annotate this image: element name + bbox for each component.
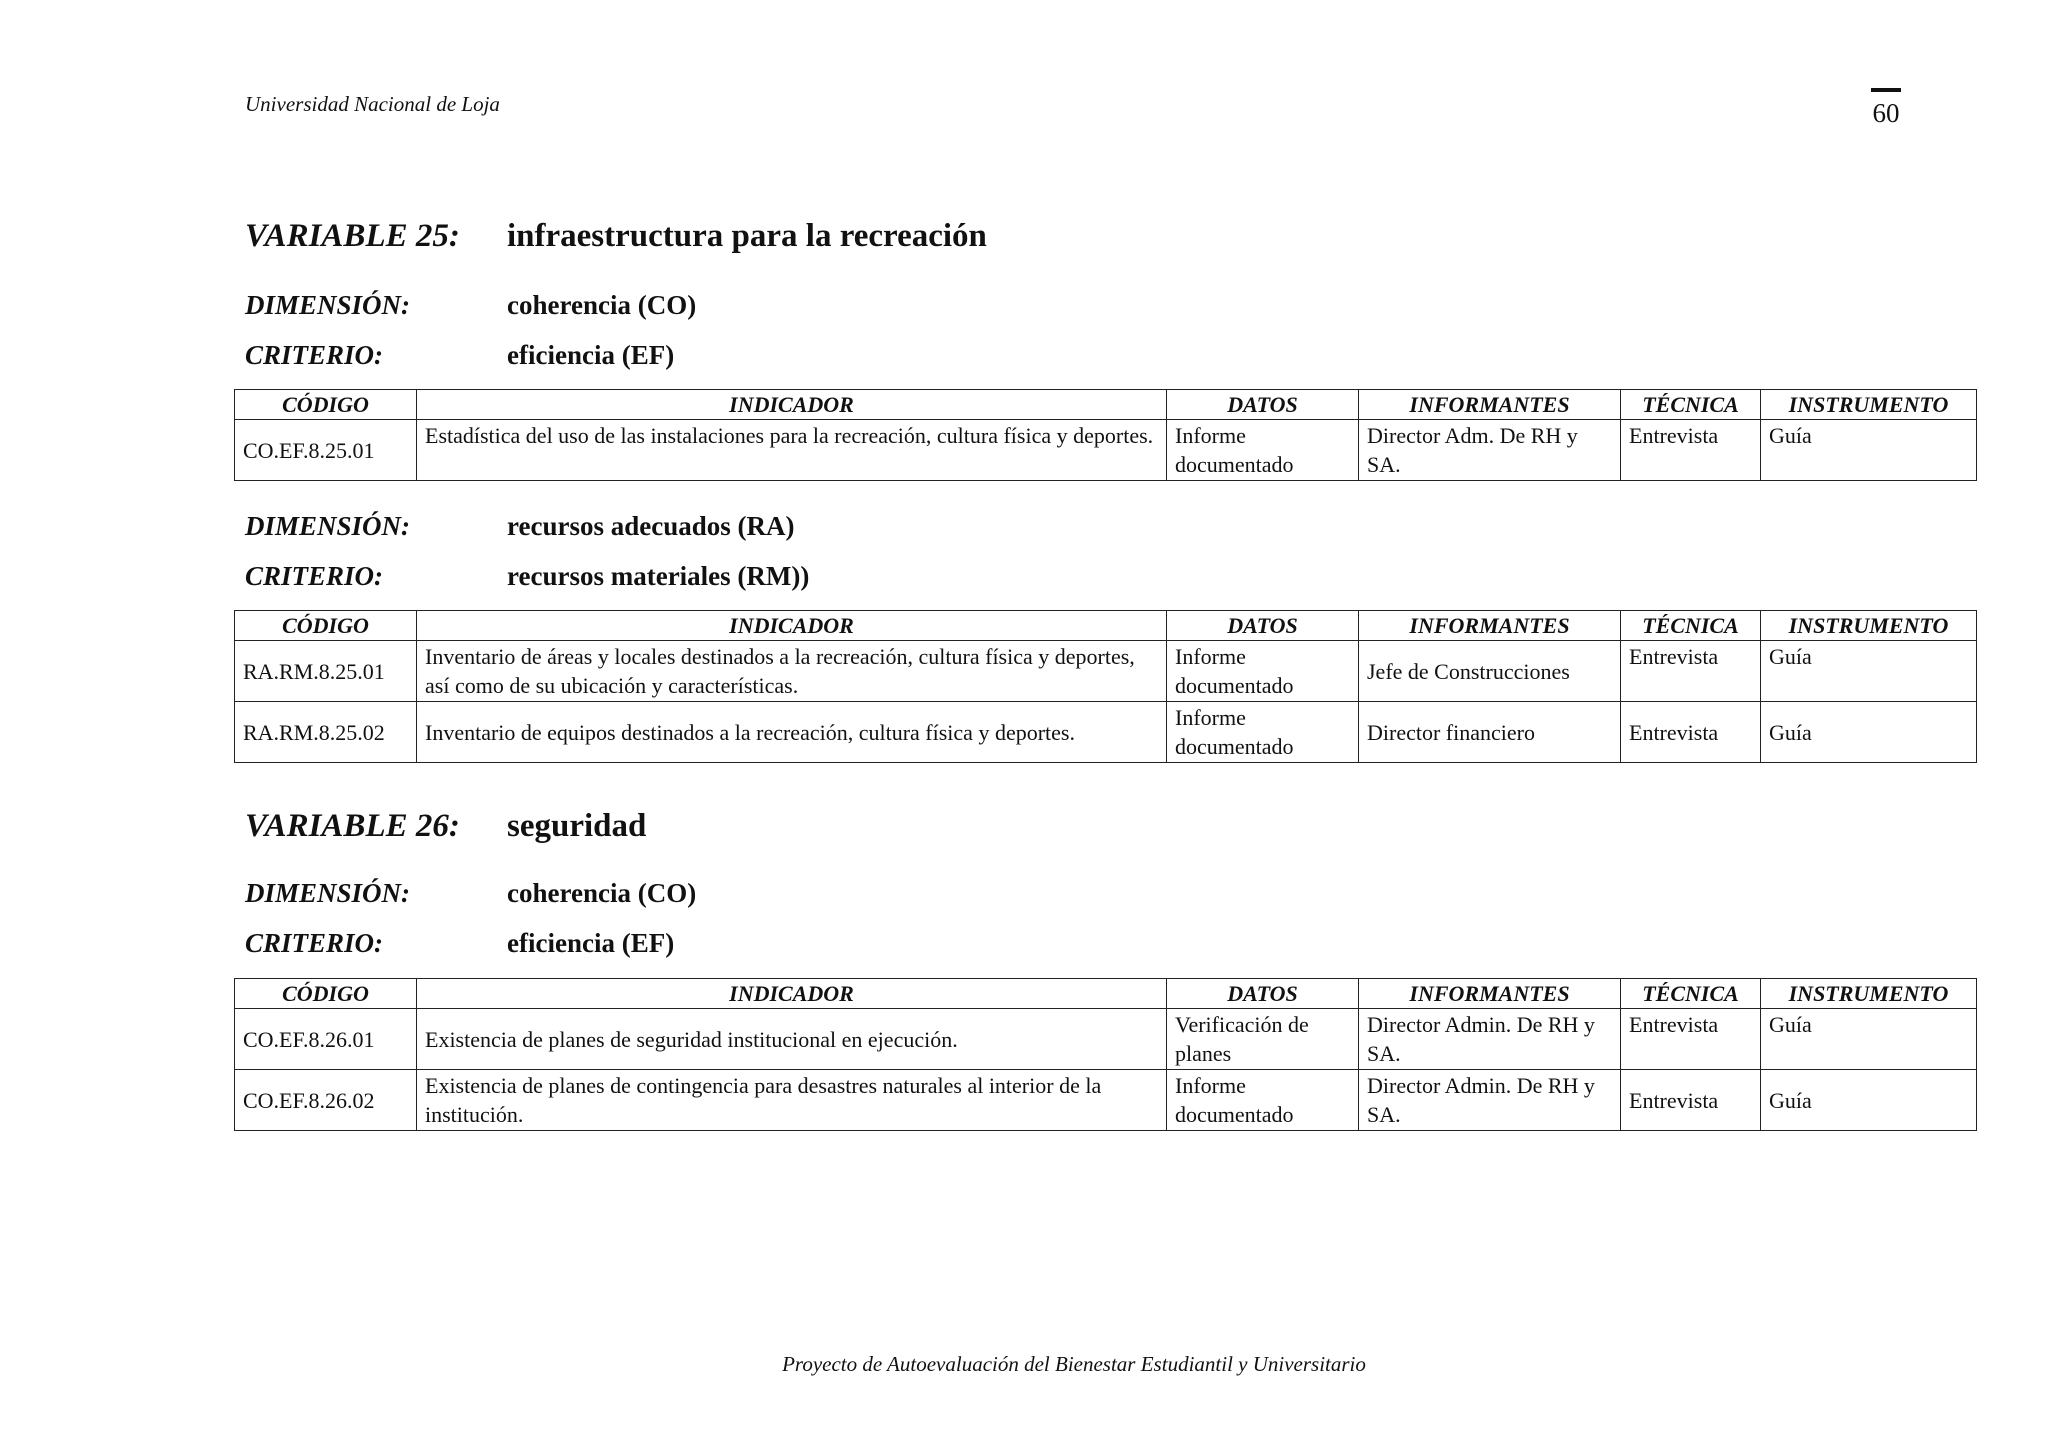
cell-instrumento: Guía	[1761, 1070, 1977, 1131]
cell-tecnica: Entrevista	[1621, 1070, 1761, 1131]
header-tecnica: TÉCNICA	[1621, 979, 1761, 1009]
dimension-value: coherencia (CO)	[507, 878, 697, 908]
cell-instrumento: Guía	[1761, 1009, 1977, 1070]
page-number-block	[1868, 88, 1904, 129]
institution-header: Universidad Nacional de Loja	[245, 92, 500, 116]
document-footer: Proyecto de Autoevaluación del Bienestar Estudiantil y Universitario	[782, 1352, 1366, 1376]
cell-tecnica: Entrevista	[1621, 702, 1761, 763]
header-datos: DATOS	[1167, 979, 1359, 1009]
cell-instrumento: Guía	[1761, 420, 1977, 481]
criterio-label: CRITERIO:	[245, 340, 384, 370]
cell-informantes: Director Adm. De RH y SA.	[1359, 420, 1621, 481]
table-header-row	[235, 979, 1977, 1009]
header-datos: DATOS	[1167, 611, 1359, 641]
header-codigo: CÓDIGO	[235, 979, 417, 1009]
criterio-label: CRITERIO:	[245, 561, 384, 591]
criterio-heading	[245, 928, 674, 959]
cell-indicador: Estadística del uso de las instalaciones para la recreación, cultura física y deportes.	[417, 420, 1167, 481]
indicator-table-v25-co-ef	[234, 389, 1977, 481]
variable-label: VARIABLE 25:	[245, 218, 460, 254]
header-instrumento: INSTRUMENTO	[1761, 390, 1977, 420]
cell-indicador: Inventario de equipos destinados a la recreación, cultura física y deportes.	[417, 702, 1167, 763]
cell-datos: Informe documentado	[1167, 1070, 1359, 1131]
criterio-value: eficiencia (EF)	[507, 928, 675, 958]
dimension-heading	[245, 290, 696, 321]
variable-label: VARIABLE 26:	[245, 808, 460, 844]
dimension-heading	[245, 878, 696, 909]
cell-tecnica: Entrevista	[1621, 420, 1761, 481]
header-informantes: INFORMANTES	[1359, 611, 1621, 641]
cell-datos: Informe documentado	[1167, 641, 1359, 702]
criterio-heading	[245, 340, 674, 371]
indicator-table-v25-ra-rm	[234, 610, 1977, 763]
header-instrumento: INSTRUMENTO	[1761, 979, 1977, 1009]
cell-tecnica: Entrevista	[1621, 1009, 1761, 1070]
table-row	[235, 641, 1977, 702]
cell-instrumento: Guía	[1761, 641, 1977, 702]
variable-value: infraestructura para la recreación	[507, 218, 987, 254]
criterio-label: CRITERIO:	[245, 928, 384, 958]
cell-indicador: Inventario de áreas y locales destinados a la recreación, cultura física y deportes, así como de su ubicación y características.	[417, 641, 1167, 702]
header-codigo: CÓDIGO	[235, 390, 417, 420]
variable-value: seguridad	[507, 808, 647, 844]
dimension-label: DIMENSIÓN:	[245, 878, 411, 908]
indicator-table-v26-co-ef	[234, 978, 1977, 1131]
header-indicador: INDICADOR	[417, 390, 1167, 420]
cell-informantes: Director Admin. De RH y SA.	[1359, 1070, 1621, 1131]
page-number-bar	[1871, 88, 1901, 92]
table-row	[235, 420, 1977, 481]
header-instrumento: INSTRUMENTO	[1761, 611, 1977, 641]
cell-tecnica: Entrevista	[1621, 641, 1761, 702]
cell-datos: Verificación de planes	[1167, 1009, 1359, 1070]
cell-codigo: RA.RM.8.25.02	[235, 702, 417, 763]
header-codigo: CÓDIGO	[235, 611, 417, 641]
table-row	[235, 1070, 1977, 1131]
table-header-row	[235, 611, 1977, 641]
dimension-value: coherencia (CO)	[507, 290, 697, 320]
header-tecnica: TÉCNICA	[1621, 390, 1761, 420]
dimension-value: recursos adecuados (RA)	[507, 511, 795, 541]
header-informantes: INFORMANTES	[1359, 979, 1621, 1009]
table-row	[235, 702, 1977, 763]
cell-indicador: Existencia de planes de contingencia para desastres naturales al interior de la institución.	[417, 1070, 1167, 1131]
cell-codigo: CO.EF.8.26.02	[235, 1070, 417, 1131]
header-indicador: INDICADOR	[417, 611, 1167, 641]
criterio-heading	[245, 561, 809, 592]
cell-indicador: Existencia de planes de seguridad institucional en ejecución.	[417, 1009, 1167, 1070]
cell-datos: Informe documentado	[1167, 420, 1359, 481]
header-indicador: INDICADOR	[417, 979, 1167, 1009]
header-tecnica: TÉCNICA	[1621, 611, 1761, 641]
dimension-label: DIMENSIÓN:	[245, 290, 411, 320]
header-informantes: INFORMANTES	[1359, 390, 1621, 420]
cell-codigo: CO.EF.8.26.01	[235, 1009, 417, 1070]
criterio-value: recursos materiales (RM))	[507, 561, 810, 591]
cell-instrumento: Guía	[1761, 702, 1977, 763]
variable-25-heading	[245, 218, 987, 255]
page-number: 60	[1872, 98, 1900, 128]
table-header-row	[235, 390, 1977, 420]
cell-informantes: Jefe de Construcciones	[1359, 641, 1621, 702]
cell-informantes: Director Admin. De RH y SA.	[1359, 1009, 1621, 1070]
dimension-label: DIMENSIÓN:	[245, 511, 411, 541]
cell-codigo: RA.RM.8.25.01	[235, 641, 417, 702]
table-row	[235, 1009, 1977, 1070]
header-datos: DATOS	[1167, 390, 1359, 420]
variable-26-heading	[245, 808, 646, 845]
dimension-heading	[245, 511, 794, 542]
criterio-value: eficiencia (EF)	[507, 340, 675, 370]
cell-datos: Informe documentado	[1167, 702, 1359, 763]
cell-informantes: Director financiero	[1359, 702, 1621, 763]
cell-codigo: CO.EF.8.25.01	[235, 420, 417, 481]
